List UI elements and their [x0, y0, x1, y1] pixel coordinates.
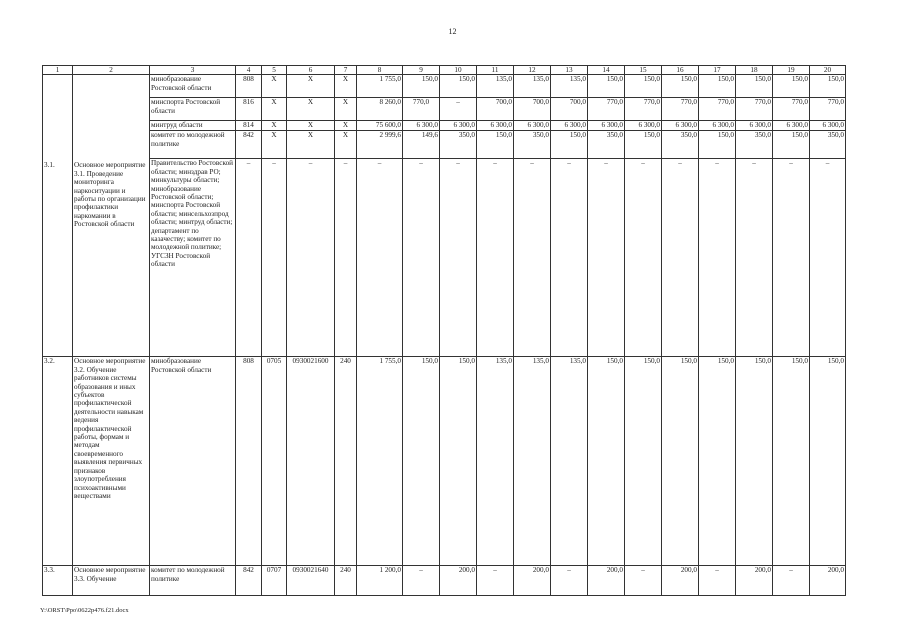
executor-cell: минобразование Ростовской области	[150, 75, 236, 98]
value-cell: 149,6	[403, 131, 440, 159]
row-number-cell: 3.1.	[43, 75, 73, 357]
value-cell: 150,0	[773, 131, 810, 159]
value-cell: 150,0	[477, 131, 514, 159]
page-number: 12	[448, 27, 457, 36]
row-number-cell: 3.2.	[43, 357, 73, 566]
grbs-cell: –	[236, 159, 262, 357]
value-cell: 770,0	[403, 98, 440, 121]
value-cell: 150,0	[662, 75, 699, 98]
value-cell: 150,0	[773, 357, 810, 566]
value-cell: 150,0	[810, 357, 846, 566]
value-cell: 770,0	[810, 98, 846, 121]
value-cell: 1 755,0	[357, 357, 403, 566]
value-cell: 75 600,0	[357, 121, 403, 131]
value-cell: 200,0	[588, 566, 625, 596]
value-cell: –	[477, 566, 514, 596]
column-number-header: 11	[477, 66, 514, 75]
activity-name-cell: Основное мероприятие 3.1. Проведение мониторинга наркоситуации и работы по организации профилактики наркомании в Ростовской области	[73, 75, 150, 357]
column-number-header: 7	[335, 66, 357, 75]
csr-cell: –	[287, 159, 335, 357]
column-number-header: 14	[588, 66, 625, 75]
value-cell: 350,0	[662, 131, 699, 159]
value-cell: 1 200,0	[357, 566, 403, 596]
executor-cell: Правительство Ростовской области; минздрав РО; минкультуры области; минобразование Ростовской области; минспорта Ростовской области; минсельхозпрод области; минтруд области; департамент по казачеству; комитет по молодежной политике; УГСЗН Ростовской области	[150, 159, 236, 357]
row-number-cell: 3.3.	[43, 566, 73, 596]
value-cell: 6 300,0	[736, 121, 773, 131]
value-cell: –	[588, 159, 625, 357]
value-cell: 200,0	[736, 566, 773, 596]
value-cell: –	[403, 159, 440, 357]
value-cell: 150,0	[625, 131, 662, 159]
csr-cell: 0930021640	[287, 566, 335, 596]
value-cell: 8 260,0	[357, 98, 403, 121]
value-cell: 150,0	[625, 357, 662, 566]
value-cell: 6 300,0	[440, 121, 477, 131]
value-cell: 6 300,0	[810, 121, 846, 131]
value-cell: –	[625, 159, 662, 357]
column-number-header: 16	[662, 66, 699, 75]
vr-cell: –	[335, 159, 357, 357]
value-cell: 150,0	[736, 357, 773, 566]
value-cell: 200,0	[514, 566, 551, 596]
value-cell: –	[403, 566, 440, 596]
value-cell: 700,0	[514, 98, 551, 121]
value-cell: 150,0	[588, 357, 625, 566]
value-cell: 6 300,0	[477, 121, 514, 131]
column-number-header: 18	[736, 66, 773, 75]
value-cell: 200,0	[810, 566, 846, 596]
value-cell: –	[440, 98, 477, 121]
vr-cell: X	[335, 98, 357, 121]
value-cell: –	[773, 159, 810, 357]
value-cell: 350,0	[736, 131, 773, 159]
value-cell: –	[662, 159, 699, 357]
rz-cell: X	[262, 131, 287, 159]
column-number-header: 9	[403, 66, 440, 75]
activity-name-cell: Основное мероприятие 3.3. Обучение	[73, 566, 150, 596]
value-cell: –	[357, 159, 403, 357]
value-cell: 135,0	[551, 75, 588, 98]
value-cell: 135,0	[514, 357, 551, 566]
value-cell: 135,0	[477, 75, 514, 98]
column-number-header: 5	[262, 66, 287, 75]
executor-cell: комитет по молодежной политике	[150, 131, 236, 159]
value-cell: 200,0	[440, 566, 477, 596]
column-number-header: 19	[773, 66, 810, 75]
value-cell: 150,0	[699, 357, 736, 566]
grbs-cell: 808	[236, 75, 262, 98]
value-cell: 150,0	[810, 75, 846, 98]
value-cell: 700,0	[477, 98, 514, 121]
value-cell: 150,0	[736, 75, 773, 98]
grbs-cell: 814	[236, 121, 262, 131]
value-cell: –	[699, 159, 736, 357]
table-row	[43, 357, 846, 566]
column-number-header: 13	[551, 66, 588, 75]
value-cell: 135,0	[514, 75, 551, 98]
value-cell: –	[625, 566, 662, 596]
value-cell: 700,0	[551, 98, 588, 121]
csr-cell: X	[287, 121, 335, 131]
table-row	[43, 159, 846, 357]
file-path-footer: Y:\ORST\Ppo\0622p476.f21.docx	[40, 607, 129, 614]
value-cell: –	[699, 566, 736, 596]
grbs-cell: 816	[236, 98, 262, 121]
budget-table	[42, 65, 846, 596]
rz-cell: 0705	[262, 357, 287, 566]
value-cell: –	[440, 159, 477, 357]
csr-cell: 0930021600	[287, 357, 335, 566]
grbs-cell: 842	[236, 566, 262, 596]
value-cell: 135,0	[477, 357, 514, 566]
vr-cell: X	[335, 131, 357, 159]
vr-cell: 240	[335, 566, 357, 596]
value-cell: 350,0	[440, 131, 477, 159]
rz-cell: –	[262, 159, 287, 357]
value-cell: 150,0	[625, 75, 662, 98]
grbs-cell: 808	[236, 357, 262, 566]
rz-cell: X	[262, 75, 287, 98]
column-number-header: 2	[73, 66, 150, 75]
column-number-header: 8	[357, 66, 403, 75]
value-cell: 6 300,0	[551, 121, 588, 131]
grbs-cell: 842	[236, 131, 262, 159]
column-number-header: 12	[514, 66, 551, 75]
rz-cell: X	[262, 98, 287, 121]
value-cell: 6 300,0	[699, 121, 736, 131]
value-cell: 150,0	[662, 357, 699, 566]
column-number-header: 15	[625, 66, 662, 75]
value-cell: 150,0	[440, 357, 477, 566]
table-row	[43, 566, 846, 596]
column-number-header: 3	[150, 66, 236, 75]
value-cell: 150,0	[551, 131, 588, 159]
csr-cell: X	[287, 131, 335, 159]
value-cell: –	[514, 159, 551, 357]
column-number-row	[43, 66, 846, 75]
value-cell: 6 300,0	[773, 121, 810, 131]
column-number-header: 6	[287, 66, 335, 75]
value-cell: 150,0	[440, 75, 477, 98]
value-cell: 150,0	[588, 75, 625, 98]
activity-name-cell: Основное мероприятие 3.2. Обучение работников системы образования и иных субъектов профилактической деятельности навыкам ведения профилактической работы, формам и методам своевременного выявления первичных признаков злоупотребления психоактивными веществами	[73, 357, 150, 566]
value-cell: 770,0	[736, 98, 773, 121]
value-cell: 150,0	[699, 75, 736, 98]
rz-cell: X	[262, 121, 287, 131]
value-cell: 135,0	[551, 357, 588, 566]
value-cell: 6 300,0	[662, 121, 699, 131]
vr-cell: X	[335, 121, 357, 131]
table-row	[43, 131, 846, 159]
value-cell: –	[736, 159, 773, 357]
csr-cell: X	[287, 75, 335, 98]
value-cell: 350,0	[514, 131, 551, 159]
column-number-header: 4	[236, 66, 262, 75]
value-cell: 200,0	[662, 566, 699, 596]
value-cell: –	[810, 159, 846, 357]
column-number-header: 20	[810, 66, 846, 75]
value-cell: 350,0	[588, 131, 625, 159]
value-cell: 150,0	[403, 357, 440, 566]
value-cell: 350,0	[810, 131, 846, 159]
value-cell: 2 999,6	[357, 131, 403, 159]
vr-cell: 240	[335, 357, 357, 566]
rz-cell: 0707	[262, 566, 287, 596]
value-cell: 150,0	[773, 75, 810, 98]
value-cell: 770,0	[773, 98, 810, 121]
value-cell: 150,0	[699, 131, 736, 159]
table-row	[43, 121, 846, 131]
executor-cell: минспорта Ростовской области	[150, 98, 236, 121]
value-cell: 770,0	[625, 98, 662, 121]
vr-cell: X	[335, 75, 357, 98]
value-cell: 150,0	[403, 75, 440, 98]
value-cell: 6 300,0	[514, 121, 551, 131]
table-row	[43, 98, 846, 121]
value-cell: 770,0	[588, 98, 625, 121]
csr-cell: X	[287, 98, 335, 121]
value-cell: –	[551, 566, 588, 596]
value-cell: 1 755,0	[357, 75, 403, 98]
column-number-header: 1	[43, 66, 73, 75]
value-cell: –	[551, 159, 588, 357]
value-cell: 770,0	[662, 98, 699, 121]
column-number-header: 10	[440, 66, 477, 75]
value-cell: 6 300,0	[588, 121, 625, 131]
column-number-header: 17	[699, 66, 736, 75]
value-cell: 6 300,0	[625, 121, 662, 131]
value-cell: –	[477, 159, 514, 357]
value-cell: 6 300,0	[403, 121, 440, 131]
executor-cell: комитет по молодежной политике	[150, 566, 236, 596]
executor-cell: минтруд области	[150, 121, 236, 131]
executor-cell: минобразование Ростовской области	[150, 357, 236, 566]
value-cell: –	[773, 566, 810, 596]
value-cell: 770,0	[699, 98, 736, 121]
table-row	[43, 75, 846, 98]
